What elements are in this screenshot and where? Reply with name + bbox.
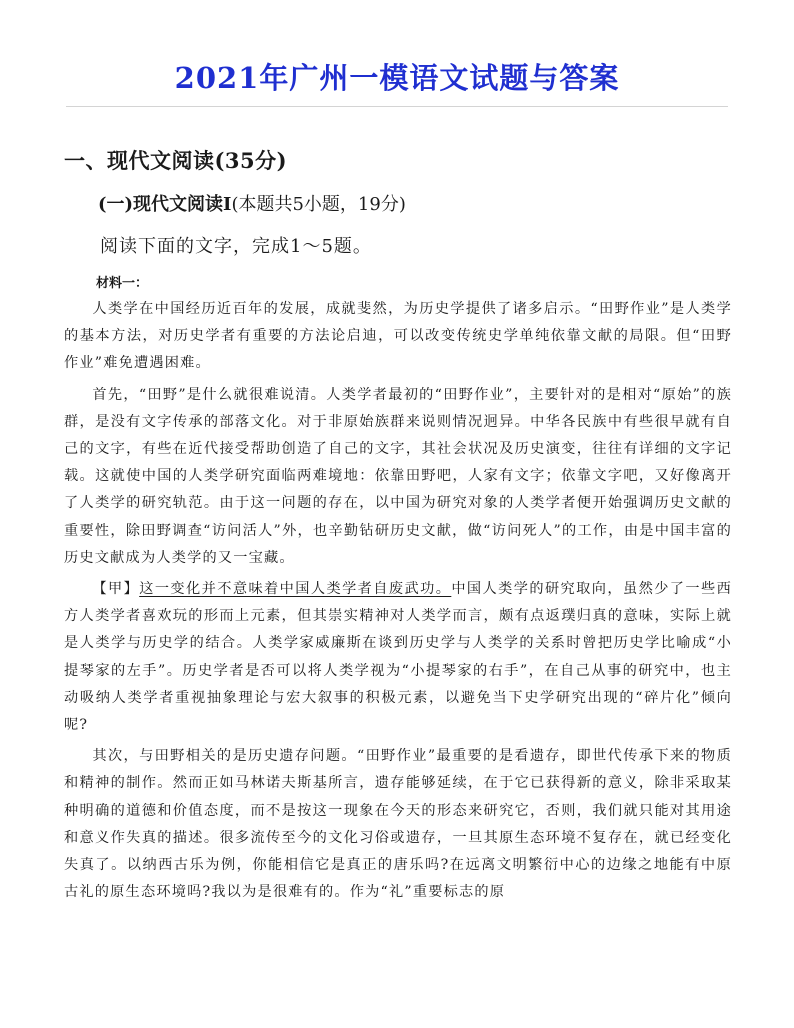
paragraph-4: 其次，与田野相关的是历史遗存问题。“田野作业”最重要的是看遗存，即世代传承下来的物质和精神的制作。然而正如马林诺夫斯基所言，遗存能够延续，在于它已获得新的意义，除非采取某种明确的道德和价值态度，而不是按这一现象在今天的形态来研究它，否则，我们就只能对其用途和意义作失真的描述。很多流传至今的文化习俗或遗存，一旦其原生态环境不复存在，就已经变化失真了。以纳西古乐为例，你能相信它是真正的唐乐吗?在远离文明繁衍中心的边缘之地能有中原古礼的原生态环境吗?我以为是很难有的。作为“礼”重要标志的原 xyxy=(64,748,732,901)
paragraph-1: 人类学在中国经历近百年的发展，成就斐然，为历史学提供了诸多启示。“田野作业”是人类学的基本方法，对历史学者有重要的方法论启迪，可以改变传统史学单纯依靠文献的局限。但“田野作业”难免遭遇困难。 xyxy=(64,301,732,372)
paragraph-3-underlined-sentence: 这一变化并不意味着中国人类学者自废武功。 xyxy=(139,581,452,598)
sub-heading xyxy=(98,190,406,216)
paragraph-3-text: 中国人类学的研究取向，虽然少了一些西方人类学者喜欢玩的形而上元素，但其崇实精神对人类学而言，颇有点返璞归真的意味，实际上就是人类学与历史学的结合。人类学家威廉斯在谈到历史学与人类学的关系时曾把历史学比喻成“小提琴家的左手”。历史学者是否可以将人类学视为“小提琴家的右手”，在自己从事的研究中，也主动吸纳人类学者重视抽象理论与宏大叙事的积极元素，以避免当下史学研究出现的“碎片化”倾向呢? xyxy=(64,581,732,734)
sub-heading-title: (一)现代文阅读Ⅰ xyxy=(98,194,232,215)
reading-instruction: 阅读下面的文字，完成1～5题。 xyxy=(100,236,372,257)
document-title: 2021年广州一模语文试题与答案 xyxy=(174,61,620,95)
sub-heading-note: (本题共5小题，19分) xyxy=(231,194,406,215)
title-divider xyxy=(66,106,728,107)
paragraph-2: 首先，“田野”是什么就很难说清。人类学者最初的“田野作业”，主要针对的是相对“原始”的族群，是没有文字传承的部落文化。对于非原始族群来说则情况迥异。中华各民族中有些很早就有自己的文字，有些在近代接受帮助创造了自己的文字，其社会状况及历史演变，往往有详细的文字记载。这就使中国的人类学研究面临两难境地：依靠田野吧，人家有文字；依靠文字吧，又好像离开了人类学的研究轨范。由于这一问题的存在，以中国为研究对象的人类学者便开始强调历史文献的重要性，除田野调查“访问活人”外，也辛勤钻研历史文献，做“访问死人”的工作，由是中国丰富的历史文献成为人类学的又一宝藏。 xyxy=(64,386,732,566)
section-heading: 一、现代文阅读(35分) xyxy=(64,148,288,173)
paragraph-3 xyxy=(64,576,732,739)
material-label: 材料一： xyxy=(96,276,149,291)
paragraph-3-marker: 【甲】 xyxy=(92,581,140,598)
article-body xyxy=(64,296,732,906)
